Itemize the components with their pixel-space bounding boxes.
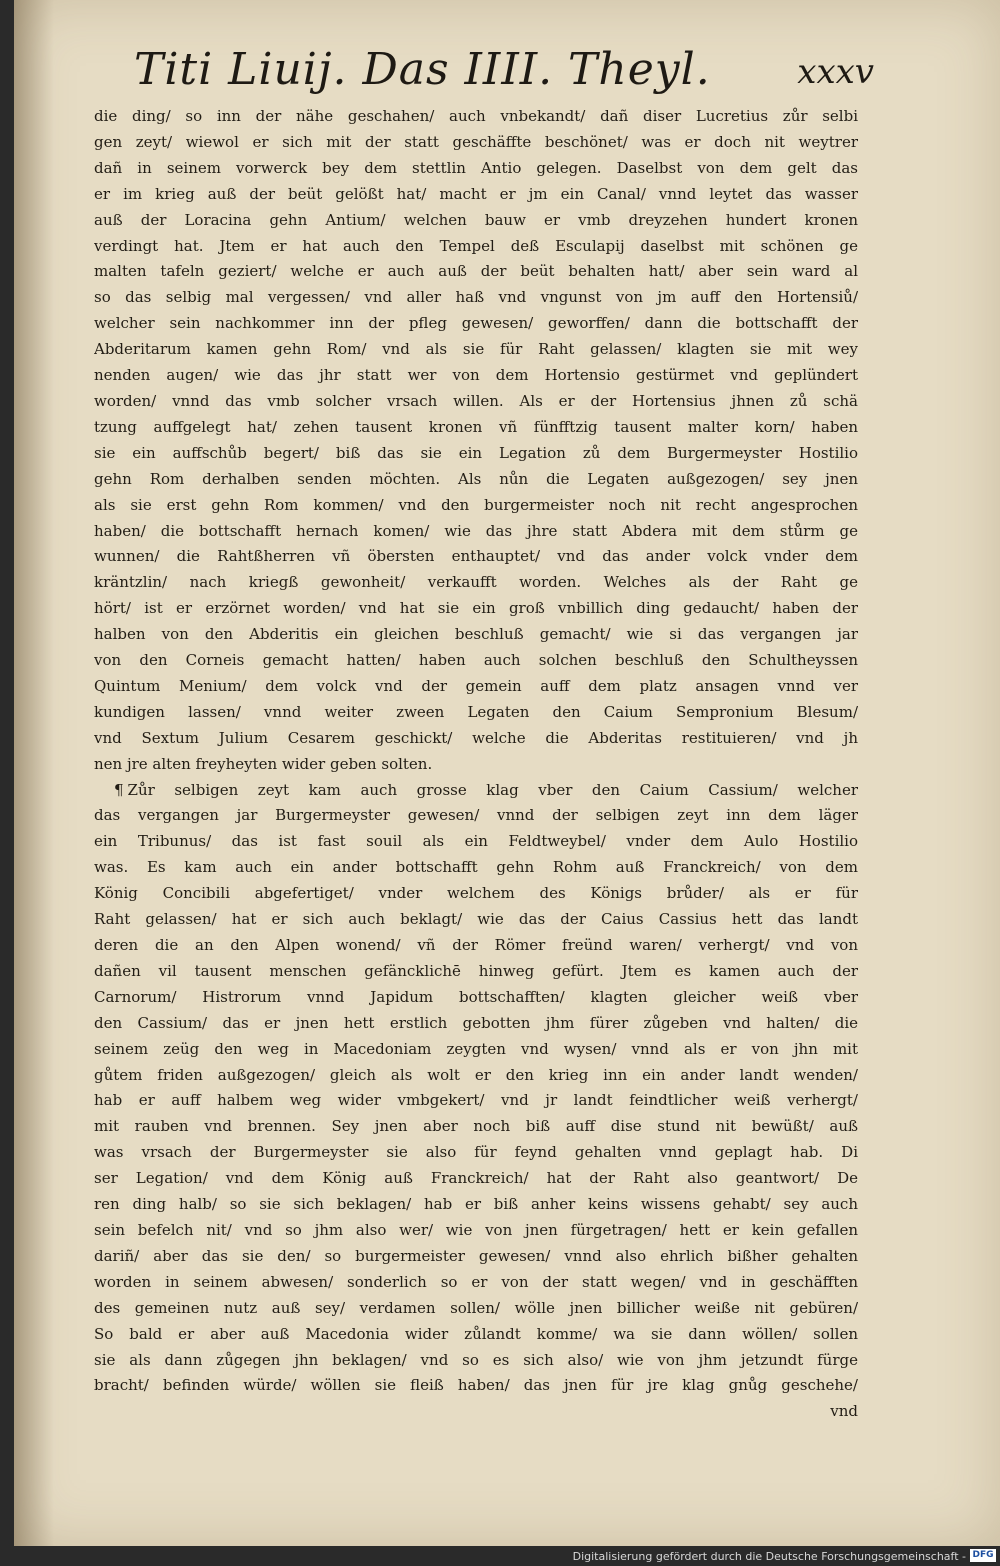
- text-line: nenden augen/ wie das jhr statt wer von dem Hortensio gestürmet vnd geplündert: [94, 366, 858, 385]
- text-line: des gemeinen nutz auß sey/ verdamen sollen/ wölle jnen billicher weiße nit gebüren/: [94, 1298, 858, 1317]
- text-line: ein Tribunus/ das ist fast souil als ein Feldtweybel/ vnder dem Aulo Hostilio: [94, 832, 858, 851]
- text-line: Abderitarum kamen gehn Rom/ vnd als sie für Raht gelassen/ klagten sie mit wey: [94, 340, 858, 359]
- text-line: auß der Loracina gehn Antium/ welchen bauw er vmb dreyzehen hundert kronen: [94, 210, 858, 229]
- text-line: nen jre alten freyheyten wider geben solten.: [94, 754, 433, 773]
- text-line: den Cassium/ das er jnen hett erstlich gebotten jhm fürer zůgeben vnd halten/ die: [94, 1013, 858, 1032]
- paragraph-2: [94, 778, 858, 1400]
- folio-number: xxxv: [797, 52, 874, 92]
- text-line: haben/ die bottschafft hernach komen/ wie das jhre statt Abdera mit dem stůrm ge: [94, 521, 858, 540]
- text-line: verdingt hat. Jtem er hat auch den Tempel deß Esculapij daselbst mit schönen ge: [94, 236, 858, 255]
- page-header: [134, 44, 874, 104]
- text-line: das vergangen jar Burgermeyster gewesen/ vnnd der selbigen zeyt inn dem läger: [94, 806, 858, 825]
- text-line: was vrsach der Burgermeyster sie also für feynd gehalten vnnd geplagt hab. Di: [94, 1143, 858, 1162]
- text-line: sein befelch nit/ vnd so jhm also wer/ wie von jnen fürgetragen/ hett er kein gefallen: [94, 1220, 858, 1239]
- text-line: wunnen/ die Rahtßherren vñ öbersten enthauptet/ vnd das ander volck vnder dem: [94, 547, 858, 566]
- text-line: worden in seinem abwesen/ sonderlich so er von der statt wegen/ vnd in geschäfften: [94, 1272, 858, 1291]
- text-line: seinem zeüg den weg in Macedoniam zeygten vnd wysen/ vnnd als er von jhn mit: [94, 1039, 858, 1058]
- text-line: deren die an den Alpen wonend/ vñ der Römer freünd waren/ verhergt/ vnd von: [94, 936, 858, 954]
- text-line: worden/ vnnd das vmb solcher vrsach willen. Als er der Hortensius jhnen zů schä: [94, 391, 858, 410]
- text-line: er im krieg auß der beüt gelößt hat/ macht er jm ein Canal/ vnnd leytet das wasser: [94, 184, 858, 203]
- catchword: vnd: [830, 1402, 858, 1421]
- paragraph-1: [94, 104, 858, 778]
- text-line: gen zeyt/ wiewol er sich mit der statt geschäffte beschönet/ was er doch nit weytrer: [94, 132, 858, 151]
- text-line: hört/ ist er erzörnet worden/ vnd hat sie ein groß vnbillich ding gedaucht/ haben der: [94, 599, 858, 618]
- text-line: hab er auff halbem weg wider vmbgekert/ vnd jr landt feindtlicher weiß verhergt/: [94, 1091, 858, 1110]
- paragraph-mark: ¶: [114, 780, 124, 799]
- text-line: bracht/ befinden würde/ wöllen sie fleiß haben/ das jnen für jre klag gnůg geschehe/: [94, 1376, 858, 1395]
- text-line: von den Corneis gemacht hatten/ haben auch solchen beschluß den Schultheyssen: [94, 651, 858, 670]
- text-line: die ding/ so inn der nähe geschahen/ auch vnbekandt/ dañ diser Lucretius zůr selbi: [94, 107, 858, 125]
- text-line: gůtem friden außgezogen/ gleich als wolt er den krieg inn ein ander landt wenden/: [94, 1065, 858, 1084]
- text-line: dariñ/ aber das sie den/ so burgermeister gewesen/ vnnd also ehrlich bißher gehalten: [94, 1246, 858, 1265]
- running-title: Titi Liuij. Das IIII. Theyl.: [134, 44, 711, 95]
- digitization-footer: [0, 1546, 1000, 1566]
- text-line: kundigen lassen/ vnnd weiter zween Legaten den Caium Sempronium Blesum/: [94, 702, 858, 721]
- text-line: malten tafeln geziert/ welche er auch auß der beüt behalten hatt/ aber sein ward al: [94, 262, 858, 281]
- text-line-content: Zůr selbigen zeyt kam auch grosse klag vber den Caium Cassium/ welcher: [127, 780, 858, 799]
- text-line: Raht gelassen/ hat er sich auch beklagt/ wie das der Caius Cassius hett das landt: [94, 910, 858, 929]
- text-line: welcher sein nachkommer inn der pfleg gewesen/ geworffen/ dann die bottschafft der: [94, 314, 858, 333]
- text-line: Carnorum/ Histrorum vnnd Japidum bottschafften/ klagten gleicher weiß vber: [94, 987, 858, 1006]
- text-line: als sie erst gehn Rom kommen/ vnd den burgermeister noch nit recht angesprochen: [94, 495, 858, 514]
- text-line: so das selbig mal vergessen/ vnd aller haß vnd vngunst von jm auff den Hortensiů/: [94, 288, 858, 307]
- text-line: sie ein auffschůb begert/ biß das sie ein Legation zů dem Burgermeyster Hostilio: [94, 443, 858, 462]
- text-line: König Concibili abgefertiget/ vnder welchem des Königs brůder/ als er für: [94, 884, 858, 903]
- text-line: dañen vil tausent menschen gefäncklichē hinweg gefürt. Jtem es kamen auch der: [94, 961, 858, 980]
- text-line: was. Es kam auch ein ander bottschafft gehn Rohm auß Franckreich/ von dem: [94, 858, 858, 877]
- book-page: [14, 0, 1000, 1546]
- text-line: [94, 778, 858, 804]
- text-line: halben von den Abderitis ein gleichen beschluß gemacht/ wie si das vergangen jar: [94, 625, 858, 644]
- text-line: tzung auffgelegt hat/ zehen tausent kronen vñ fünfftzig tausent malter korn/ haben: [94, 417, 858, 436]
- text-line: ren ding halb/ so sie sich beklagen/ hab er biß anher keins wissens gehabt/ sey auch: [94, 1195, 858, 1214]
- text-line: sie als dann zůgegen jhn beklagen/ vnd so es sich also/ wie von jhm jetzundt fürge: [94, 1350, 858, 1369]
- text-line: Quintum Menium/ dem volck vnd der gemein auff dem platz ansagen vnnd ver: [94, 676, 858, 695]
- text-line: mit rauben vnd brennen. Sey jnen aber noch biß auff dise stund nit bewüßt/ auß: [94, 1117, 858, 1136]
- page-gutter-shadow: [14, 0, 54, 1546]
- text-line: dañ in seinem vorwerck bey dem stettlin Antio gelegen. Daselbst von dem gelt das: [94, 158, 858, 177]
- text-line: vnd Sextum Julium Cesarem geschickt/ welche die Abderitas restituieren/ vnd jh: [94, 728, 858, 747]
- text-line: kräntzlin/ nach kriegß gewonheit/ verkaufft worden. Welches als der Raht ge: [94, 573, 858, 592]
- text-line: ser Legation/ vnd dem König auß Franckreich/ hat der Raht also geantwort/ De: [94, 1169, 858, 1188]
- text-block: [94, 104, 858, 1425]
- text-line: So bald er aber auß Macedonia wider zůlandt komme/ wa sie dann wöllen/ sollen: [94, 1324, 858, 1343]
- dfg-logo: DFG: [970, 1549, 996, 1562]
- text-line: gehn Rom derhalben senden möchten. Als nůn die Legaten außgezogen/ sey jnen: [94, 469, 858, 488]
- funding-credit: Digitalisierung gefördert durch die Deutsche Forschungsgemeinschaft -: [572, 1550, 966, 1563]
